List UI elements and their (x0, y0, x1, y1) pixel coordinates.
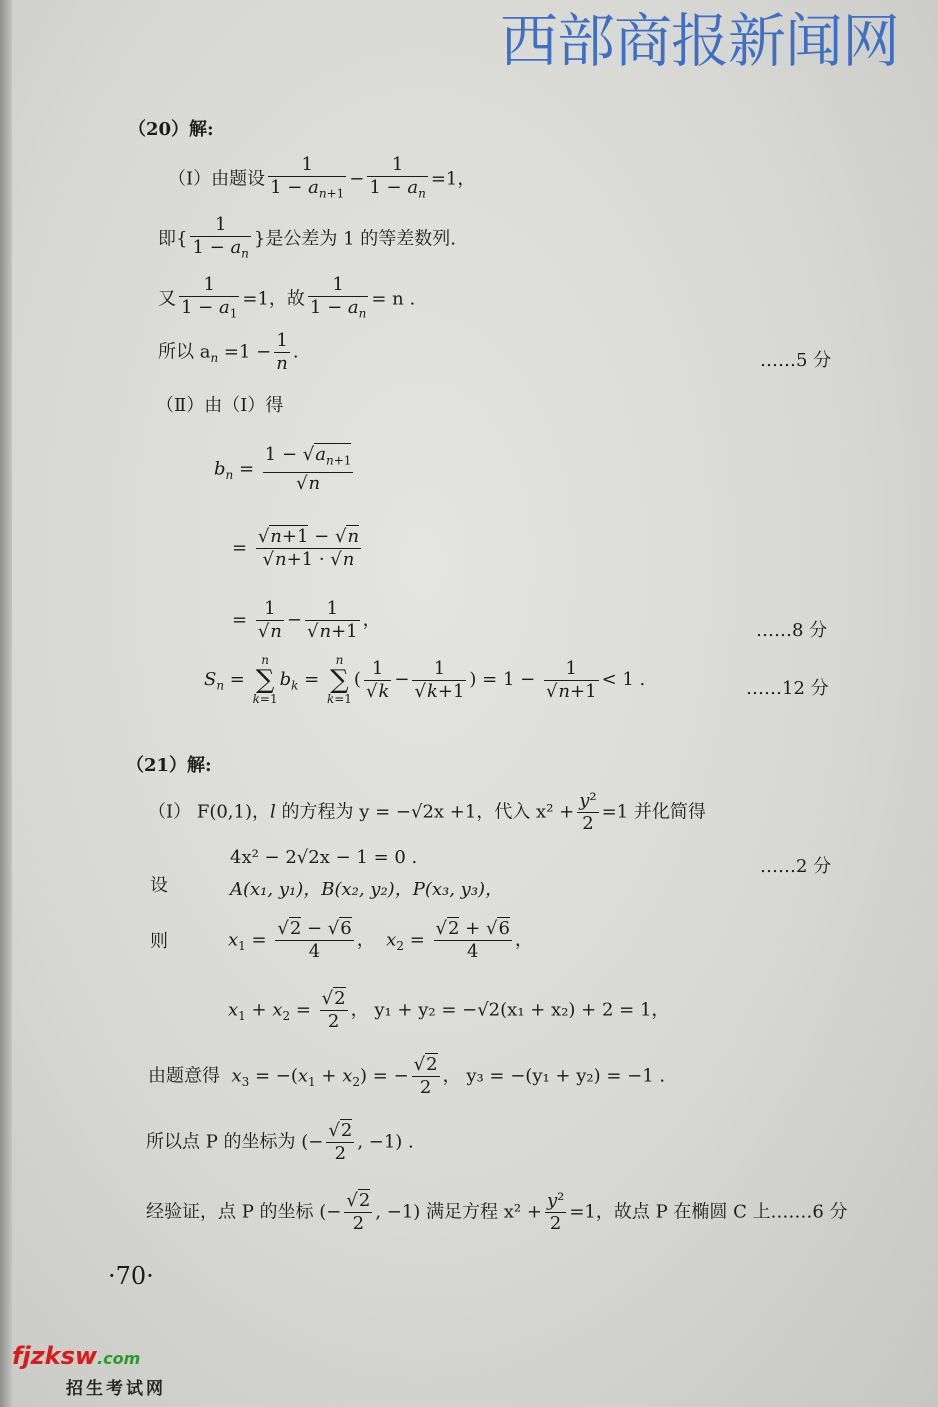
fraction: $\frac{√2}{2}$ (413, 1054, 438, 1098)
q21-score-2: ……2 分 (760, 856, 832, 877)
fraction: $\frac{√n+1 - √n}{√n+1 \cdot √n}$ (257, 526, 360, 570)
q21-points: A(x₁, y₁)，B(x₂, y₂)，P(x₃, y₃)， (230, 879, 504, 900)
fraction: $\frac{1}{1 - a_1}$ (179, 274, 239, 325)
fraction: $\frac{√2}{2}$ (328, 1120, 353, 1164)
q21-equation: 4x² − 2√2x − 1 = 0 . (230, 847, 418, 868)
fraction: $\frac{\text{y²}}{2}$ (579, 790, 597, 834)
q20-bn-line3: = $\frac{1}{√n}$ − $\frac{1}{√n+1}$ ， (232, 598, 381, 642)
q21-sum-line: $x_1 + x_2$ = $\frac{√2}{2}$ ， y₁ + y₂ = −√2(x₁ + x₂) + 2 = 1， (228, 988, 670, 1032)
fraction: $\frac{1}{√k}$ (365, 657, 390, 702)
q21-roots-line: $x_1$ = $\frac{√2 - √6}{4}$ ， $x_2$ = $\frac{√2 + √6}{4}$ ， (228, 918, 533, 962)
q20-score-8: ……8 分 (756, 620, 828, 641)
q20-bn-line2: = $\frac{√n+1 - √n}{√n+1 \cdot √n}$ (232, 526, 360, 570)
q21-p1b: 的方程为 y = −√2x +1，代入 x² + (281, 801, 575, 823)
q20-score-12: ……12 分 (746, 678, 829, 699)
q20-again-mid: =1，故 (242, 288, 305, 310)
fraction: $\frac{\text{y²}}{2}$ (546, 1190, 565, 1234)
q20-part1-line: （Ⅰ）由题设 $\frac{1}{1 - a_{n+1}}$ − $\frac{1}{1 - a_n}$ =1， (168, 154, 475, 205)
fraction: $\frac{√2 + √6}{4}$ (435, 918, 510, 962)
q20-again: 又 (158, 288, 176, 310)
fraction: $\frac{√2}{2}$ (346, 1190, 371, 1234)
q21-heading: （21）解: (126, 755, 212, 776)
q20-seq-prefix: 即{ (158, 228, 188, 250)
fraction: $\frac{1 - √a_{n+1}}{√n}$ (264, 444, 352, 494)
q21-coord-b: , −1) . (357, 1131, 414, 1153)
fraction: $\frac{1}{1 - a_n}$ (190, 214, 250, 265)
q21-from-end: ， y₃ = −(y₁ + y₂) = −1 . (442, 1065, 666, 1087)
q20-again-line (158, 274, 415, 325)
fraction: $\frac{1}{√k+1}$ (414, 657, 465, 702)
q20-seq-suffix: }是公差为 1 的等差数列. (253, 228, 456, 250)
q20-score-5: ……5 分 (760, 350, 832, 371)
q20-again-end: = n . (371, 288, 416, 310)
q21-score-6: ……6 分 (776, 1201, 848, 1223)
q21-from-line: 由题意得 $x_3 = -(x_1 + x_2)$ = − $\frac{√2}{2}$ ， y₃ = −(y₁ + y₂) = −1 . (148, 1054, 666, 1098)
q20-conclusion-end: =1 − (223, 341, 272, 363)
q20-sum-line: $S_n$ = n ∑ k=1 $b_k$ = n ∑ k=1 ( $\frac{1}{√k}$ − $\frac{1}{√k+1}$ ) = 1 − $\frac{1}{√n+1}$ < 1 . (204, 653, 646, 706)
q20-part2-label: （Ⅱ）由（Ⅰ）得 (156, 395, 284, 416)
q21-coord-a: 所以点 P 的坐标为 (− (146, 1131, 324, 1153)
fraction: $\frac{1}{√n}$ (257, 598, 282, 642)
q21-let: 设 (150, 875, 168, 896)
summation: n ∑ k=1 (326, 653, 352, 706)
q21-verify-c: =1，故点 P 在椭圆 C 上. (569, 1201, 777, 1223)
logo-dotcom: .com (97, 1349, 141, 1368)
q21-verify-line (146, 1190, 848, 1235)
site-logo-subtitle: 招生考试网 (66, 1379, 166, 1399)
fraction: $\frac{1}{1 - a_{n+1}}$ (268, 154, 346, 205)
q21-verify-a: 经验证，点 P 的坐标 (− (146, 1201, 342, 1223)
q20-conclusion: 所以 a (158, 341, 211, 363)
q21-then: 则 (150, 931, 168, 952)
q21-sum-line-b: ， y₁ + y₂ = −√2(x₁ + x₂) + 2 = 1， (350, 999, 670, 1021)
q20-bn-line1: $b_n$ = $\frac{1 - √a_{n+1}}{√n}$ (214, 444, 352, 494)
logo-main: fjzksw (12, 1342, 98, 1370)
summation: n ∑ k=1 (252, 653, 278, 706)
fraction: $\frac{1}{1 - a_n}$ (367, 154, 427, 205)
q20-heading: （20）解: (128, 119, 214, 140)
book-spine-shadow (0, 0, 12, 1407)
q21-coordinate-line (146, 1120, 414, 1165)
q21-p1a: （Ⅰ） F(0,1)， (148, 801, 270, 823)
q20-conclusion-line: 所以 $a_n =1$ − $\frac{1}{n}$ . (158, 330, 299, 374)
fraction: $\frac{√2 - √6}{4}$ (277, 918, 352, 962)
q20-sequence-line (158, 214, 456, 265)
fraction: $\frac{1}{n}$ (276, 330, 288, 374)
q20-part1-label: （Ⅰ）由题设 (168, 168, 266, 190)
fraction: $\frac{1}{√n+1}$ (545, 657, 597, 702)
fraction: $\frac{1}{√n+1}$ (306, 598, 358, 642)
q21-verify-b: , −1) 满足方程 x² + (375, 1201, 542, 1223)
q21-from-label: 由题意得 (148, 1065, 220, 1087)
q21-part1-line: （Ⅰ） F(0,1)，l 的方程为 y = −√2x +1，代入 x² + $\frac{\text{y²}}{2}$ =1 并化简得 (148, 790, 706, 834)
fraction: $\frac{√2}{2}$ (321, 988, 346, 1032)
page-number: ·70· (108, 1262, 154, 1290)
q21-p1c: =1 并化简得 (601, 801, 706, 823)
fraction: $\frac{1}{1 - a_n}$ (308, 274, 368, 325)
watermark: 西部商报新闻网 (500, 7, 900, 75)
site-logo[interactable] (12, 1342, 140, 1370)
q20-part1-eq-end: =1， (430, 168, 476, 190)
